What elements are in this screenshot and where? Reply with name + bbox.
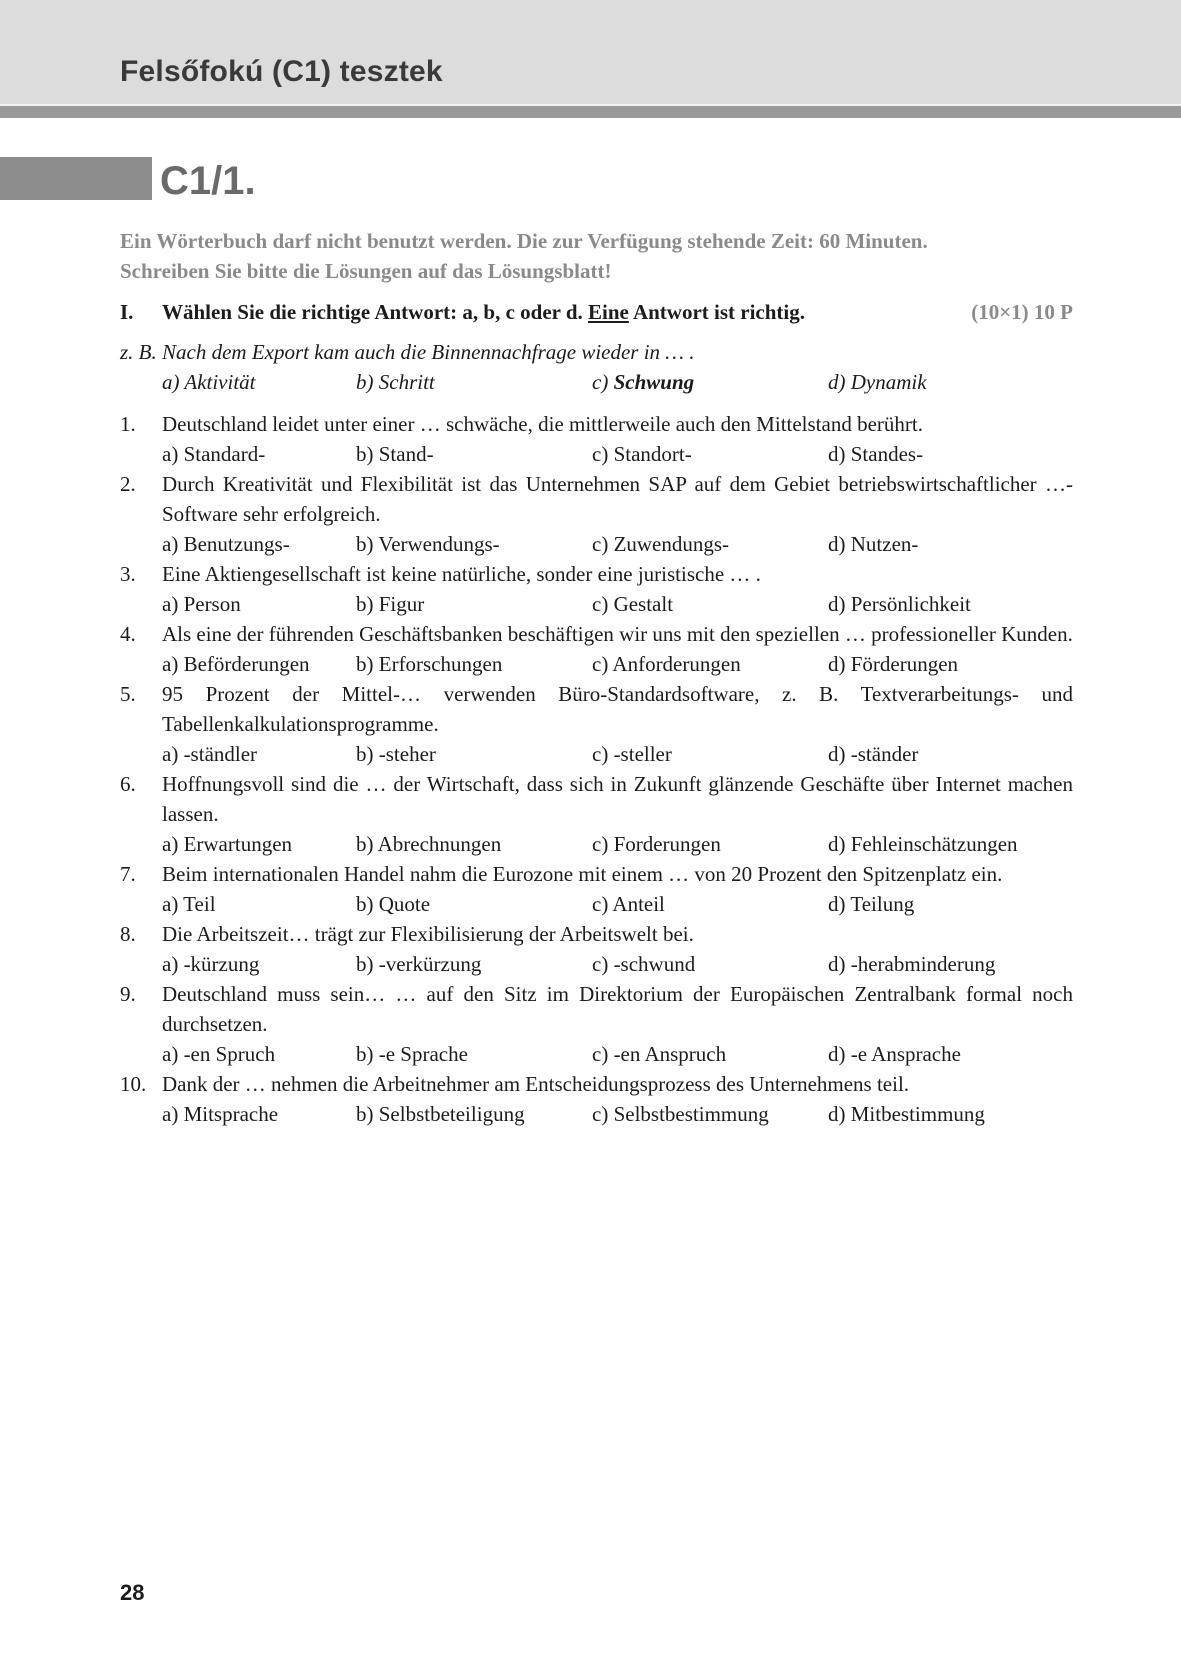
- task-number: I.: [120, 300, 134, 324]
- answer-option-c: c) -schwund: [592, 952, 696, 976]
- answer-option-a: a) Standard-: [162, 442, 266, 466]
- example: [120, 337, 1073, 397]
- question-text: Als eine der führenden Geschäftsbanken beschäftigen wir uns mit den speziellen … professioneller Kunden.: [162, 622, 1073, 646]
- question-item: [120, 919, 1073, 979]
- question-item: [120, 679, 1073, 769]
- answer-option-b: b) Selbstbeteiligung: [356, 1102, 525, 1126]
- task-instruction: [162, 297, 805, 327]
- example-option-d: d) Dynamik: [828, 370, 927, 394]
- answer-option-b: b) -steher: [356, 742, 436, 766]
- header-divider: [0, 106, 1181, 118]
- answer-option-d: d) Standes-: [828, 442, 924, 466]
- answer-option-a: a) Erwartungen: [162, 832, 293, 856]
- question-text: Dank der … nehmen die Arbeitnehmer am Entscheidungsprozess des Unternehmens teil.: [162, 1072, 910, 1096]
- question-number: 2.: [120, 472, 136, 496]
- instructions: [120, 226, 1080, 286]
- question-list: [120, 337, 1073, 1129]
- example-option-c: [592, 367, 694, 397]
- answer-option-a: a) -ständler: [162, 742, 258, 766]
- question-text: Beim internationalen Handel nahm die Eurozone mit einem … von 20 Prozent den Spitzenplatz ein.: [162, 862, 1003, 886]
- question-number: 5.: [120, 682, 136, 706]
- question-text: Die Arbeitszeit… trägt zur Flexibilisierung der Arbeitswelt bei.: [162, 922, 694, 946]
- answer-options: [120, 1039, 1073, 1069]
- question-number: 9.: [120, 982, 136, 1006]
- question-number: 4.: [120, 622, 136, 646]
- answer-options: [120, 649, 1073, 679]
- answer-option-d: d) -herabminderung: [828, 952, 996, 976]
- answer-option-a: a) -en Spruch: [162, 1042, 276, 1066]
- answer-option-d: d) -e Ansprache: [828, 1042, 961, 1066]
- example-correct-answer: Schwung: [613, 370, 695, 394]
- task-text-before: Wählen Sie die richtige Antwort: a, b, c oder d.: [162, 300, 589, 324]
- question-row: [120, 409, 1073, 439]
- example-options: [120, 367, 1073, 397]
- answer-option-a: a) Teil: [162, 892, 216, 916]
- question-number: 1.: [120, 412, 136, 436]
- question-item: [120, 859, 1073, 919]
- answer-options: [120, 949, 1073, 979]
- question-row: [120, 559, 1073, 589]
- answer-option-b: b) Figur: [356, 592, 425, 616]
- answer-option-b: b) Verwendungs-: [356, 532, 500, 556]
- question-item: [120, 559, 1073, 619]
- answer-option-b: b) Abrechnungen: [356, 832, 502, 856]
- task-points: (10×1) 10 P: [971, 300, 1073, 324]
- question-number: 7.: [120, 862, 136, 886]
- question-row: [120, 919, 1073, 949]
- question-row: [120, 1069, 1073, 1099]
- answer-option-c: c) Standort-: [592, 442, 692, 466]
- question-item: [120, 979, 1073, 1069]
- answer-option-c: c) Forderungen: [592, 832, 721, 856]
- answer-option-d: d) Nutzen-: [828, 532, 919, 556]
- section-title: C1/1.: [160, 159, 256, 203]
- question-text: 95 Prozent der Mittel-… verwenden Büro-Standardsoftware, z. B. Textverarbeitungs- und Tabellenkalkulationsprogramme.: [162, 682, 1073, 736]
- answer-option-d: d) Förderungen: [828, 652, 959, 676]
- answer-option-b: b) Stand-: [356, 442, 434, 466]
- question-row: [120, 679, 1073, 739]
- question-number: 3.: [120, 562, 136, 586]
- instructions-line-2: Schreiben Sie bitte die Lösungen auf das Lösungsblatt!: [120, 259, 612, 283]
- answer-option-a: a) -kürzung: [162, 952, 260, 976]
- answer-option-b: b) -verkürzung: [356, 952, 482, 976]
- answer-option-b: b) Erforschungen: [356, 652, 503, 676]
- answer-options: [120, 589, 1073, 619]
- answer-option-c: c) Selbstbestimmung: [592, 1102, 769, 1126]
- answer-option-a: a) Beförderungen: [162, 652, 310, 676]
- answer-option-a: a) Mitsprache: [162, 1102, 279, 1126]
- answer-option-c: c) Gestalt: [592, 592, 674, 616]
- answer-options: [120, 1099, 1073, 1129]
- example-option-b: b) Schritt: [356, 370, 435, 394]
- answer-options: [120, 829, 1073, 859]
- section-marker-bar: [0, 157, 152, 200]
- answer-option-d: d) Mitbestimmung: [828, 1102, 985, 1126]
- question-text: Hoffnungsvoll sind die … der Wirtschaft, dass sich in Zukunft glänzende Geschäfte über Internet machen lassen.: [162, 772, 1073, 826]
- question-row: [120, 769, 1073, 829]
- question-row: [120, 619, 1073, 649]
- question-text: Durch Kreativität und Flexibilität ist das Unternehmen SAP auf dem Gebiet betriebswirtschaftlicher …-Software sehr erfolgreich.: [162, 472, 1073, 526]
- question-number: 6.: [120, 772, 136, 796]
- answer-options: [120, 529, 1073, 559]
- question-number: 8.: [120, 922, 136, 946]
- task-text-after: Antwort ist richtig.: [628, 300, 806, 324]
- page-number: 28: [120, 1580, 145, 1605]
- question-item: [120, 769, 1073, 859]
- question-text: Deutschland muss sein… … auf den Sitz im Direktorium der Europäischen Zentralbank formal noch durchsetzen.: [162, 982, 1073, 1036]
- answer-options: [120, 889, 1073, 919]
- question-text: Eine Aktiengesellschaft ist keine natürliche, sonder eine juristische … .: [162, 562, 761, 586]
- question-item: [120, 469, 1073, 559]
- answer-option-c: c) -steller: [592, 742, 672, 766]
- question-text: Deutschland leidet unter einer … schwäche, die mittlerweile auch den Mittelstand berührt.: [162, 412, 923, 436]
- questions: [120, 409, 1073, 1129]
- answer-option-c: c) Anforderungen: [592, 652, 741, 676]
- question-row: [120, 979, 1073, 1039]
- answer-option-d: d) Persönlichkeit: [828, 592, 971, 616]
- question-item: [120, 619, 1073, 679]
- example-option-a: a) Aktivität: [162, 370, 256, 394]
- example-option-c-prefix: c): [592, 370, 614, 394]
- answer-option-d: d) -ständer: [828, 742, 919, 766]
- task-text-underlined: Eine: [588, 300, 629, 324]
- answer-option-d: d) Teilung: [828, 892, 915, 916]
- question-row: [120, 469, 1073, 529]
- answer-option-c: c) Zuwendungs-: [592, 532, 730, 556]
- answer-option-c: c) Anteil: [592, 892, 665, 916]
- answer-option-b: b) Quote: [356, 892, 431, 916]
- question-row: [120, 859, 1073, 889]
- answer-option-a: a) Benutzungs-: [162, 532, 290, 556]
- question-number: 10.: [120, 1072, 147, 1096]
- running-header-title: Felsőfokú (C1) tesztek: [120, 55, 443, 88]
- question-item: [120, 1069, 1073, 1129]
- answer-option-b: b) -e Sprache: [356, 1042, 468, 1066]
- example-question: z. B. Nach dem Export kam auch die Binnennachfrage wieder in … .: [120, 340, 695, 364]
- question-item: [120, 409, 1073, 469]
- answer-options: [120, 739, 1073, 769]
- instructions-line-1: Ein Wörterbuch darf nicht benutzt werden. Die zur Verfügung stehende Zeit: 60 Minuten.: [120, 229, 928, 253]
- answer-option-a: a) Person: [162, 592, 241, 616]
- answer-option-d: d) Fehleinschätzungen: [828, 832, 1018, 856]
- answer-option-c: c) -en Anspruch: [592, 1042, 727, 1066]
- answer-options: [120, 439, 1073, 469]
